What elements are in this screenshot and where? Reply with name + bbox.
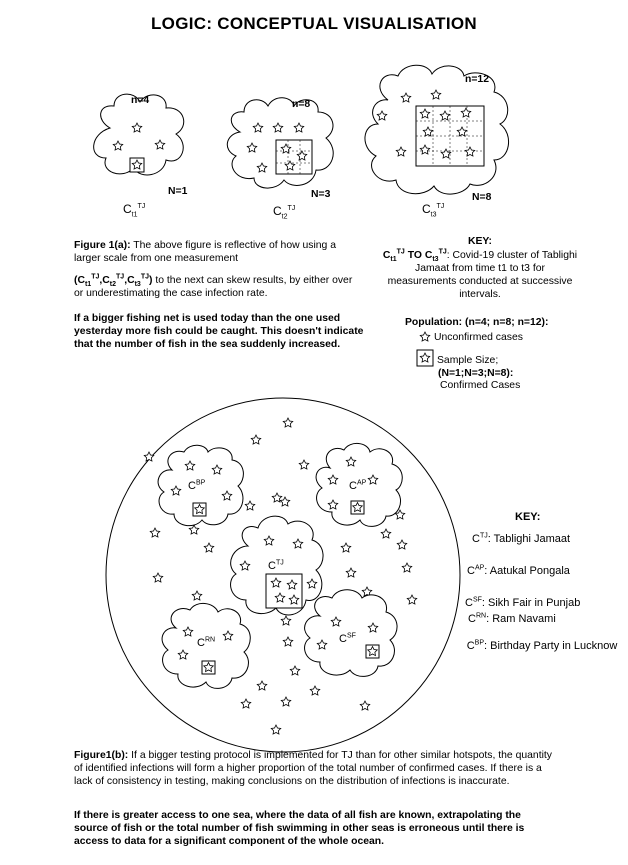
figure-1a-analogy: If a bigger fishing net is used today than the one used yesterday more fish could be caught. This doesn't indicate that the number of fish in the sea suddenly increased. (74, 313, 364, 350)
cloud-sf-label: $C^{SF}$ (339, 632, 356, 645)
figure-1b-analogy: If there is greater access to one sea, where the data of all fish are known, extrapolating the source of fish or the total number of fish swimming in other seas is erroneous until there is access to data for a significant component of the whole ocean. (74, 810, 525, 847)
key2-item-rn: $C^{RN}$: Ram Navami (468, 612, 556, 625)
figure-1a-caption: Figure 1(a): The above figure is reflective of how using a larger scale from one measurement (74, 240, 337, 264)
key2-heading: KEY: (515, 511, 541, 523)
cloud-ap-label: $C^{AP}$ (349, 479, 367, 492)
key1-sample-label: Sample Size; (437, 355, 499, 366)
sample-box (276, 140, 312, 174)
cluster-label-t1: $C_{t1}^{TJ}$ (123, 202, 146, 219)
key1-population-label: Population: (n=4; n=8; n=12): (405, 317, 549, 328)
key1-description: $C_{t1}^{TJ}$ TO $C_{t3}^{TJ}$: Covid-19 cluster of Tablighi Jamaat from time t1 to t3 for measurements conducted at successive intervals. (382, 248, 578, 300)
key1-heading: KEY: (467, 236, 493, 247)
cloud-bp-label: $C^{BP}$ (188, 479, 206, 492)
sample-label-t1: N=1 (168, 186, 188, 197)
cloud-tj-label: $C^{TJ}$ (268, 559, 284, 572)
key1-unconfirmed-label: Unconfirmed cases (434, 332, 523, 343)
key2-item-sf: $C^{SF}$: Sikh Fair in Punjab (465, 596, 581, 609)
key1-confirmed-label: Confirmed Cases (440, 380, 521, 391)
population-label-t2: n=8 (292, 99, 311, 110)
page-title: LOGIC: CONCEPTUAL VISUALISATION (150, 14, 477, 33)
key2-item-bp: $C^{BP}$: Birthday Party in Lucknow (466, 639, 618, 652)
sample-label-t2: N=3 (311, 189, 331, 200)
key2-item-tj: $C^{TJ}$: Tablighi Jamaat (472, 532, 571, 545)
sample-label-t3: N=8 (472, 192, 492, 203)
key1-sample-n: (N=1;N=3;N=8): (438, 368, 514, 379)
cluster-label-t2: $C_{t2}^{TJ}$ (273, 204, 296, 221)
cloud-rn-label: $C^{RN}$ (197, 636, 216, 649)
cloud-t2 (227, 98, 333, 188)
figure-1b-caption: Figure1(b): If a bigger testing protocol is implemented for TJ than for other similar hotspots, the quantity of identified infections will form a higher proportion of the total number of confirmed cases. If there is a lack of consistency in testing, making conclusions on the distribution of infections is inaccurate. (74, 750, 552, 787)
cluster-label-t3: $C_{t3}^{TJ}$ (422, 202, 445, 219)
population-label-t1: n=4 (131, 95, 150, 106)
key2-item-ap: $C^{AP}$: Aatukal Pongala (467, 564, 570, 577)
figure-1a-formula-text: $(C_{t1}^{TJ},C_{t2}^{TJ},C_{t3}^{TJ})$ to the next can skew results, by either over or underestimating the case infection rate. (74, 273, 353, 299)
star-icon (420, 332, 430, 341)
ocean (106, 398, 460, 752)
population-label-t3: n=12 (465, 74, 489, 85)
